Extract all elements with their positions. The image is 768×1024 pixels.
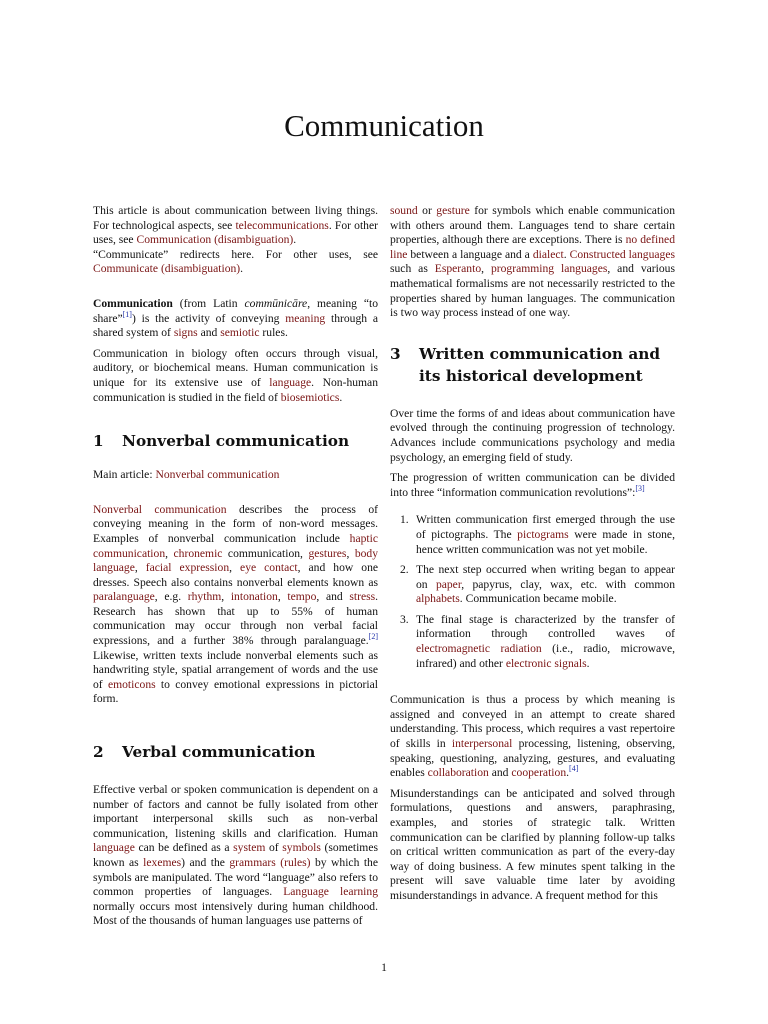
link-tempo[interactable]: tempo bbox=[287, 590, 317, 604]
biology-paragraph: Communication in biology often occurs through visual, auditory, or biochemical means. Human communication is unique for its extensive use of language. Non-human communication is studied in the field of biosemiotics. bbox=[93, 346, 378, 404]
link-nonverbal-main[interactable]: Nonverbal communication bbox=[155, 468, 280, 482]
latin-term: commūnicāre bbox=[244, 296, 308, 310]
link-system[interactable]: system bbox=[233, 841, 266, 855]
link-language-2[interactable]: language bbox=[93, 841, 135, 855]
link-programming-languages[interactable]: programming languages bbox=[490, 262, 608, 276]
link-electromagnetic-radiation[interactable]: electromagnetic radiation bbox=[416, 642, 542, 656]
link-symbols[interactable]: symbols bbox=[282, 841, 321, 855]
list-item: 3. The final stage is characterized by the transfer of information through controlled waves of electromagnetic radiation (i.e., radio, microwave, infrared) and other electronic signals. bbox=[400, 612, 675, 670]
written-paragraph-1: Over time the forms of and ideas about communication have evolved through the continuing progression of technology. Advances include communications psychology and media psychology, an emerging field of study. bbox=[390, 406, 675, 464]
link-paralanguage[interactable]: paralanguage bbox=[93, 590, 155, 604]
link-language-learning[interactable]: Language learning bbox=[283, 885, 378, 899]
link-constructed-languages[interactable]: Constructed languages bbox=[569, 247, 675, 261]
right-column bbox=[390, 204, 675, 904]
link-lexemes[interactable]: lexemes bbox=[143, 856, 182, 869]
hatnote-redirect: “Communicate” redirects here. For other uses, see Communicate (disambiguation). bbox=[93, 247, 378, 276]
link-facial-expression[interactable]: facial expression bbox=[145, 561, 230, 575]
verbal-paragraph-continued: sound or gesture for symbols which enable communication with others around them. Languages tend to share certain properties, although there are exceptions. There is no defined line between a language and a dialect. Constructed languages such as Esperanto, programming languages, and various mathematical formalisms are not necessarily restricted to the properties shared by human languages. The communication is two way process instead of one way. bbox=[390, 204, 675, 320]
link-communication-disambiguation[interactable]: Communication (disambiguation) bbox=[136, 233, 294, 247]
link-language[interactable]: language bbox=[269, 375, 312, 389]
link-semiotic[interactable]: semiotic bbox=[220, 326, 260, 340]
link-signs[interactable]: signs bbox=[173, 326, 198, 340]
link-esperanto[interactable]: Esperanto bbox=[434, 262, 482, 276]
written-paragraph-3: Communication is thus a process by which meaning is assigned and conveyed in an attempt to create shared understanding. This process, which requires a vast repertoire of skills in interpersonal processing, listening, observing, speaking, questioning, analyzing, gestures, and evaluating enables collaboration and cooperation.[4] bbox=[390, 693, 675, 780]
link-rules[interactable]: (rules) bbox=[280, 856, 311, 869]
link-grammars[interactable]: grammars bbox=[229, 856, 276, 869]
nonverbal-paragraph: Nonverbal communication describes the process of conveying meaning in the form of non-word messages. Examples of nonverbal communication include haptic communication, chronemic communication, gestures, body language, facial expression, eye contact, and how one dresses. Speech also contains nonverbal elements known as paralanguage, e.g. rhythm, intonation, tempo, and stress. Research has shown that up to 55% of human communication may occur through non verbal facial expressions, and a further 38% through paralanguage.[2] Likewise, written texts include nonverbal elements such as handwriting style, spatial arrangement of words and the use of emoticons to convey emotional expressions in pictorial form. bbox=[93, 502, 379, 706]
link-paper[interactable]: paper bbox=[435, 577, 462, 591]
link-telecommunications[interactable]: telecommunications bbox=[235, 218, 329, 232]
link-rhythm[interactable]: rhythm bbox=[187, 590, 222, 604]
bold-term: Communication bbox=[93, 296, 173, 310]
list-item: 2. The next step occurred when writing began to appear on paper, papyrus, clay, wax, etc. with common alphabets. Communication became mobile. bbox=[400, 563, 675, 606]
link-interpersonal[interactable]: interpersonal bbox=[451, 737, 513, 751]
link-cooperation[interactable]: cooperation bbox=[511, 766, 567, 780]
citation-1[interactable]: [1] bbox=[122, 309, 132, 319]
link-eye-contact[interactable]: eye contact bbox=[240, 561, 298, 575]
link-no-defined-line[interactable]: no defined line bbox=[390, 233, 675, 261]
link-body-language[interactable]: body language bbox=[93, 546, 379, 575]
citation-2[interactable]: [2] bbox=[368, 632, 378, 642]
list-item: 1. Written communication first emerged through the use of pictographs. The pictograms were made in stone, hence written communication was not yet mobile. bbox=[400, 513, 675, 556]
verbal-paragraph: Effective verbal or spoken communication is dependent on a number of factors and cannot be fully isolated from other important interpersonal skills such as non-verbal communication, listening skills and clarification. Human language can be defined as a system of symbols (sometimes known as lexemes) and the grammars (rules) by which the symbols are manipulated. The word “language” also refers to common properties of languages. Language learning normally occurs most intensively during human childhood. Most of the thousands of human languages use patterns of bbox=[93, 783, 378, 928]
page-title: Communication bbox=[284, 108, 484, 143]
link-sound[interactable]: sound bbox=[390, 204, 418, 217]
link-pictograms[interactable]: pictograms bbox=[517, 527, 569, 541]
written-paragraph-2: The progression of written communication can be divided into three “information communication revolutions”:[3] bbox=[390, 471, 675, 499]
link-stress[interactable]: stress bbox=[349, 590, 376, 604]
citation-3[interactable]: [3] bbox=[635, 483, 645, 493]
hatnote: This article is about communication between living things. For technological aspects, see telecommunications. For other uses, see Communication (disambiguation). bbox=[93, 204, 378, 247]
link-biosemiotics[interactable]: biosemiotics bbox=[280, 390, 340, 404]
link-haptic[interactable]: haptic communication bbox=[93, 531, 378, 560]
main-article-note: Main article: Nonverbal communication bbox=[93, 468, 280, 482]
section-2-heading: 2 Verbal communication bbox=[93, 743, 316, 762]
link-meaning[interactable]: meaning bbox=[285, 311, 326, 325]
left-column bbox=[93, 204, 378, 929]
link-alphabets[interactable]: alphabets bbox=[416, 592, 460, 606]
link-emoticons[interactable]: emoticons bbox=[107, 677, 156, 691]
link-gesture[interactable]: gesture bbox=[436, 204, 470, 217]
page-number: 1 bbox=[381, 961, 387, 974]
link-nonverbal[interactable]: Nonverbal communication bbox=[93, 502, 227, 516]
link-chronemic[interactable]: chronemic bbox=[173, 546, 223, 560]
link-gestures[interactable]: gestures bbox=[308, 546, 347, 560]
intro-paragraph: Communication (from Latin commūnicāre, meaning “to share”[1]) is the activity of conveying meaning through a shared system of signs and semiotic rules. bbox=[93, 296, 379, 340]
section-3-heading: 3 Written communication and its historical development bbox=[390, 344, 661, 385]
revolutions-list bbox=[390, 513, 675, 671]
link-dialect[interactable]: dialect bbox=[532, 247, 564, 261]
link-electronic-signals[interactable]: electronic signals bbox=[505, 656, 587, 670]
link-communicate-disambiguation[interactable]: Communicate (disambiguation) bbox=[93, 262, 241, 276]
written-paragraph-4: Misunderstandings can be anticipated and solved through formulations, questions and answers, paraphrasing, examples, and stories of strategic talk. Written communication can be clarified by planning follow-up talks on critical written communication as part of the every-day way of doing business. A few minutes spent talking in the present will save valuable time later by avoiding misunderstandings in advance. A frequent method for this bbox=[390, 786, 675, 902]
citation-4[interactable]: [4] bbox=[569, 764, 579, 774]
section-1-heading: 1 Nonverbal communication bbox=[93, 432, 350, 451]
link-collaboration[interactable]: collaboration bbox=[427, 766, 489, 780]
link-intonation[interactable]: intonation bbox=[230, 590, 278, 604]
